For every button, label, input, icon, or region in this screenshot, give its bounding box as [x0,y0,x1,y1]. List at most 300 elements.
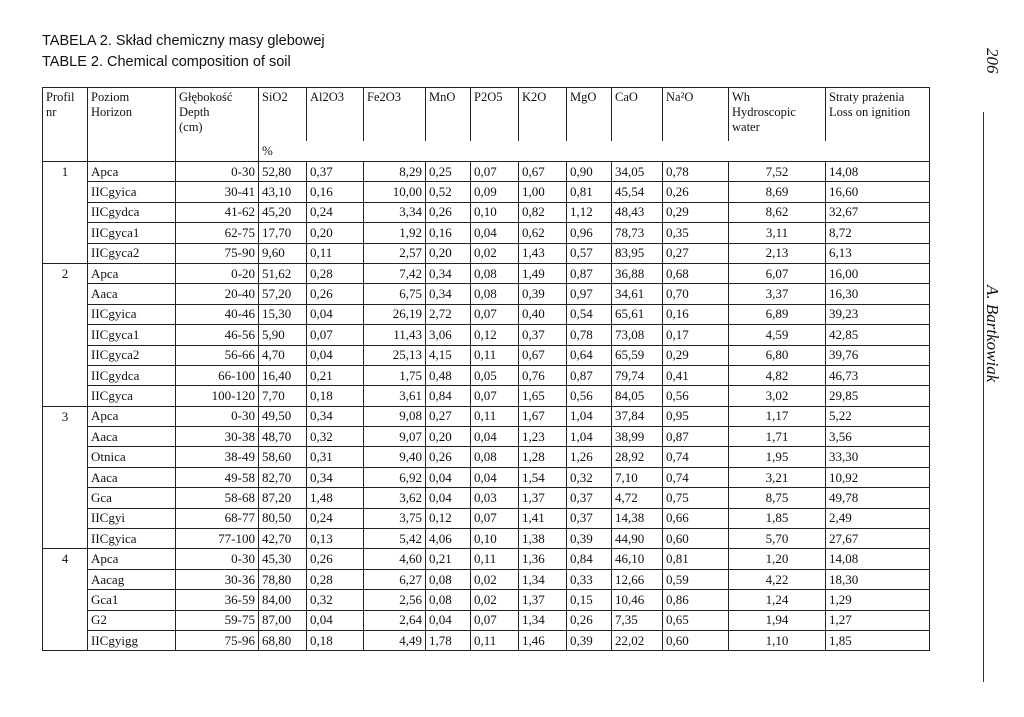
cell-wh: 1,85 [729,508,826,528]
cell-loss: 46,73 [826,365,930,385]
cell-sio2: 58,60 [259,447,307,467]
cell-loss: 8,72 [826,223,930,243]
cell-al2o3: 0,31 [307,447,364,467]
cell-mno: 1,78 [426,630,471,650]
cell-mno: 0,04 [426,610,471,630]
cell-fe2o3: 3,61 [364,386,426,406]
table-row [43,467,930,487]
cell-na2o: 0,81 [663,549,729,569]
profile-number: 4 [43,549,88,651]
col-wh: Wh Hydroscopic water [729,88,826,142]
cell-mno: 0,20 [426,243,471,263]
cell-wh: 4,82 [729,365,826,385]
cell-k2o: 1,34 [519,569,567,589]
col-profil: Profil nr [43,88,88,142]
cell-na2o: 0,70 [663,284,729,304]
cell-k2o: 1,37 [519,488,567,508]
cell-mno: 0,04 [426,488,471,508]
col-k2o: K2O [519,88,567,142]
cell-loss: 14,08 [826,162,930,182]
cell-al2o3: 0,28 [307,569,364,589]
cell-k2o: 0,40 [519,304,567,324]
cell-horizon: IICgydca [88,202,176,222]
table-row [43,365,930,385]
cell-cao: 12,66 [612,569,663,589]
cell-horizon: IICgydca [88,365,176,385]
cell-na2o: 0,68 [663,263,729,283]
cell-mno: 0,52 [426,182,471,202]
cell-mno: 0,16 [426,223,471,243]
cell-mgo: 0,56 [567,386,612,406]
cell-horizon: Aaca [88,467,176,487]
cell-cao: 7,35 [612,610,663,630]
cell-na2o: 0,27 [663,243,729,263]
cell-cao: 65,61 [612,304,663,324]
cell-p2o5: 0,11 [471,630,519,650]
cell-loss: 2,49 [826,508,930,528]
cell-sio2: 17,70 [259,223,307,243]
col-fe2o3: Fe2O3 [364,88,426,142]
cell-horizon: Aacag [88,569,176,589]
cell-sio2: 43,10 [259,182,307,202]
cell-loss: 32,67 [826,202,930,222]
cell-k2o: 1,34 [519,610,567,630]
cell-mno: 0,21 [426,549,471,569]
cell-depth: 38-49 [176,447,259,467]
cell-horizon: G2 [88,610,176,630]
cell-wh: 8,62 [729,202,826,222]
cell-mno: 0,84 [426,386,471,406]
cell-fe2o3: 1,75 [364,365,426,385]
cell-al2o3: 0,16 [307,182,364,202]
cell-mno: 0,27 [426,406,471,426]
cell-al2o3: 0,32 [307,427,364,447]
cell-depth: 68-77 [176,508,259,528]
cell-k2o: 1,67 [519,406,567,426]
cell-wh: 1,95 [729,447,826,467]
cell-mno: 3,06 [426,325,471,345]
cell-cao: 84,05 [612,386,663,406]
cell-wh: 1,24 [729,590,826,610]
table-row [43,243,930,263]
cell-horizon: IICgyca2 [88,243,176,263]
cell-k2o: 1,37 [519,590,567,610]
table-row [43,590,930,610]
cell-wh: 4,22 [729,569,826,589]
cell-mno: 0,25 [426,162,471,182]
col-horizon: Poziom Horizon [88,88,176,142]
cell-sio2: 87,00 [259,610,307,630]
col-sio2: SiO2 [259,88,307,142]
cell-mgo: 0,81 [567,182,612,202]
cell-mno: 0,12 [426,508,471,528]
profile-number: 1 [43,162,88,264]
cell-mgo: 0,78 [567,325,612,345]
cell-wh: 7,52 [729,162,826,182]
cell-mno: 0,20 [426,427,471,447]
cell-wh: 3,21 [729,467,826,487]
cell-p2o5: 0,02 [471,569,519,589]
cell-depth: 46-56 [176,325,259,345]
cell-loss: 3,56 [826,427,930,447]
cell-horizon: IICgyca [88,386,176,406]
cell-k2o: 0,82 [519,202,567,222]
profile-number: 3 [43,406,88,549]
cell-mno: 0,48 [426,365,471,385]
cell-fe2o3: 11,43 [364,325,426,345]
cell-na2o: 0,87 [663,427,729,447]
cell-wh: 1,20 [729,549,826,569]
cell-mgo: 0,54 [567,304,612,324]
cell-cao: 78,73 [612,223,663,243]
cell-loss: 16,60 [826,182,930,202]
cell-al2o3: 0,04 [307,610,364,630]
cell-fe2o3: 6,92 [364,467,426,487]
cell-al2o3: 0,24 [307,202,364,222]
table-row [43,447,930,467]
cell-k2o: 0,67 [519,345,567,365]
cell-al2o3: 0,11 [307,243,364,263]
cell-sio2: 80,50 [259,508,307,528]
table-row [43,223,930,243]
cell-horizon: IICgyca1 [88,325,176,345]
cell-cao: 28,92 [612,447,663,467]
cell-mgo: 1,04 [567,406,612,426]
cell-mgo: 1,04 [567,427,612,447]
cell-mno: 0,34 [426,284,471,304]
cell-sio2: 51,62 [259,263,307,283]
cell-mno: 4,15 [426,345,471,365]
table-row [43,630,930,650]
cell-wh: 6,07 [729,263,826,283]
cell-mno: 0,08 [426,569,471,589]
cell-sio2: 42,70 [259,529,307,549]
table-row [43,529,930,549]
cell-depth: 66-100 [176,365,259,385]
cell-depth: 62-75 [176,223,259,243]
cell-cao: 10,46 [612,590,663,610]
cell-mgo: 0,97 [567,284,612,304]
cell-depth: 36-59 [176,590,259,610]
cell-mgo: 0,84 [567,549,612,569]
cell-loss: 16,00 [826,263,930,283]
header-row [43,88,930,142]
cell-fe2o3: 2,57 [364,243,426,263]
cell-cao: 65,59 [612,345,663,365]
cell-sio2: 4,70 [259,345,307,365]
cell-wh: 3,11 [729,223,826,243]
cell-k2o: 1,00 [519,182,567,202]
cell-depth: 20-40 [176,284,259,304]
cell-na2o: 0,95 [663,406,729,426]
cell-sio2: 49,50 [259,406,307,426]
table-row [43,182,930,202]
cell-depth: 49-58 [176,467,259,487]
cell-fe2o3: 3,34 [364,202,426,222]
title-polish: TABELA 2. Skład chemiczny masy glebowej [42,33,325,49]
cell-mgo: 0,96 [567,223,612,243]
cell-cao: 46,10 [612,549,663,569]
cell-fe2o3: 9,40 [364,447,426,467]
col-p2o5: P2O5 [471,88,519,142]
cell-cao: 38,99 [612,427,663,447]
cell-p2o5: 0,07 [471,386,519,406]
cell-loss: 29,85 [826,386,930,406]
cell-mgo: 0,32 [567,467,612,487]
col-cao: CaO [612,88,663,142]
cell-fe2o3: 2,56 [364,590,426,610]
cell-mno: 0,26 [426,202,471,222]
cell-horizon: Otnica [88,447,176,467]
cell-na2o: 0,78 [663,162,729,182]
table-row [43,610,930,630]
cell-sio2: 82,70 [259,467,307,487]
cell-loss: 5,22 [826,406,930,426]
cell-cao: 14,38 [612,508,663,528]
cell-wh: 2,13 [729,243,826,263]
cell-sio2: 84,00 [259,590,307,610]
cell-mgo: 1,12 [567,202,612,222]
cell-mgo: 0,87 [567,365,612,385]
cell-sio2: 45,20 [259,202,307,222]
cell-cao: 34,05 [612,162,663,182]
cell-sio2: 16,40 [259,365,307,385]
margin-rule [983,112,984,682]
cell-horizon: IICgyica [88,304,176,324]
cell-k2o: 1,46 [519,630,567,650]
cell-sio2: 87,20 [259,488,307,508]
table-row [43,263,930,283]
cell-fe2o3: 8,29 [364,162,426,182]
cell-wh: 8,69 [729,182,826,202]
cell-cao: 44,90 [612,529,663,549]
cell-mno: 0,34 [426,263,471,283]
table-row [43,325,930,345]
cell-na2o: 0,60 [663,630,729,650]
cell-depth: 0-30 [176,162,259,182]
cell-mgo: 1,26 [567,447,612,467]
cell-depth: 40-46 [176,304,259,324]
cell-mno: 0,04 [426,467,471,487]
cell-k2o: 0,37 [519,325,567,345]
cell-na2o: 0,29 [663,345,729,365]
cell-fe2o3: 7,42 [364,263,426,283]
cell-wh: 6,80 [729,345,826,365]
cell-mno: 4,06 [426,529,471,549]
cell-na2o: 0,17 [663,325,729,345]
table-body [43,162,930,651]
cell-sio2: 68,80 [259,630,307,650]
cell-depth: 30-38 [176,427,259,447]
cell-na2o: 0,26 [663,182,729,202]
cell-horizon: Apca [88,406,176,426]
title-english: TABLE 2. Chemical composition of soil [42,54,291,70]
cell-fe2o3: 5,42 [364,529,426,549]
cell-al2o3: 0,13 [307,529,364,549]
cell-loss: 1,85 [826,630,930,650]
cell-depth: 75-96 [176,630,259,650]
cell-loss: 18,30 [826,569,930,589]
cell-wh: 1,10 [729,630,826,650]
cell-depth: 75-90 [176,243,259,263]
cell-sio2: 9,60 [259,243,307,263]
cell-loss: 10,92 [826,467,930,487]
col-na2o: Na²O [663,88,729,142]
cell-al2o3: 0,32 [307,590,364,610]
cell-na2o: 0,16 [663,304,729,324]
cell-p2o5: 0,11 [471,345,519,365]
cell-cao: 79,74 [612,365,663,385]
cell-wh: 1,17 [729,406,826,426]
cell-p2o5: 0,08 [471,284,519,304]
cell-mgo: 0,37 [567,488,612,508]
table-row [43,304,930,324]
cell-al2o3: 0,34 [307,406,364,426]
cell-sio2: 45,30 [259,549,307,569]
cell-mgo: 0,90 [567,162,612,182]
cell-cao: 34,61 [612,284,663,304]
cell-k2o: 0,39 [519,284,567,304]
cell-depth: 0-20 [176,263,259,283]
cell-fe2o3: 9,07 [364,427,426,447]
cell-cao: 37,84 [612,406,663,426]
cell-fe2o3: 26,19 [364,304,426,324]
cell-al2o3: 0,24 [307,508,364,528]
cell-horizon: Gca [88,488,176,508]
percent-unit: % [259,141,930,162]
cell-na2o: 0,86 [663,590,729,610]
table-row [43,406,930,426]
cell-loss: 39,23 [826,304,930,324]
cell-p2o5: 0,11 [471,549,519,569]
cell-na2o: 0,59 [663,569,729,589]
cell-na2o: 0,29 [663,202,729,222]
cell-sio2: 15,30 [259,304,307,324]
cell-loss: 42,85 [826,325,930,345]
col-mno: MnO [426,88,471,142]
cell-k2o: 0,76 [519,365,567,385]
cell-sio2: 57,20 [259,284,307,304]
cell-k2o: 1,28 [519,447,567,467]
cell-cao: 45,54 [612,182,663,202]
cell-p2o5: 0,12 [471,325,519,345]
cell-wh: 1,94 [729,610,826,630]
cell-fe2o3: 3,62 [364,488,426,508]
cell-mno: 2,72 [426,304,471,324]
cell-k2o: 1,41 [519,508,567,528]
cell-horizon: IICgyca1 [88,223,176,243]
cell-fe2o3: 4,60 [364,549,426,569]
table-row [43,284,930,304]
cell-sio2: 7,70 [259,386,307,406]
cell-loss: 1,29 [826,590,930,610]
cell-na2o: 0,35 [663,223,729,243]
cell-loss: 33,30 [826,447,930,467]
cell-na2o: 0,66 [663,508,729,528]
cell-p2o5: 0,09 [471,182,519,202]
cell-wh: 8,75 [729,488,826,508]
cell-depth: 59-75 [176,610,259,630]
cell-sio2: 52,80 [259,162,307,182]
cell-al2o3: 1,48 [307,488,364,508]
cell-al2o3: 0,20 [307,223,364,243]
cell-loss: 1,27 [826,610,930,630]
cell-mgo: 0,39 [567,529,612,549]
cell-horizon: Apca [88,162,176,182]
table-row [43,345,930,365]
cell-depth: 41-62 [176,202,259,222]
cell-fe2o3: 4,49 [364,630,426,650]
cell-p2o5: 0,02 [471,243,519,263]
cell-cao: 73,08 [612,325,663,345]
cell-al2o3: 0,37 [307,162,364,182]
cell-mgo: 0,57 [567,243,612,263]
cell-na2o: 0,56 [663,386,729,406]
col-al2o3: Al2O3 [307,88,364,142]
cell-cao: 36,88 [612,263,663,283]
cell-wh: 5,70 [729,529,826,549]
cell-depth: 58-68 [176,488,259,508]
cell-cao: 4,72 [612,488,663,508]
cell-al2o3: 0,18 [307,386,364,406]
cell-k2o: 1,65 [519,386,567,406]
cell-wh: 6,89 [729,304,826,324]
cell-loss: 16,30 [826,284,930,304]
cell-mgo: 0,64 [567,345,612,365]
cell-horizon: Gca1 [88,590,176,610]
cell-depth: 56-66 [176,345,259,365]
table-row [43,427,930,447]
cell-fe2o3: 2,64 [364,610,426,630]
col-loss: Straty prażenia Loss on ignition [826,88,930,142]
cell-cao: 7,10 [612,467,663,487]
cell-depth: 77-100 [176,529,259,549]
table-row [43,488,930,508]
cell-wh: 3,37 [729,284,826,304]
cell-wh: 3,02 [729,386,826,406]
cell-fe2o3: 3,75 [364,508,426,528]
cell-cao: 48,43 [612,202,663,222]
cell-mgo: 0,87 [567,263,612,283]
cell-al2o3: 0,28 [307,263,364,283]
cell-p2o5: 0,02 [471,590,519,610]
page-number: 206 [983,48,1002,74]
cell-p2o5: 0,08 [471,447,519,467]
cell-k2o: 1,23 [519,427,567,447]
cell-horizon: IICgyca2 [88,345,176,365]
cell-p2o5: 0,08 [471,263,519,283]
cell-p2o5: 0,11 [471,406,519,426]
chemical-composition-table [42,87,930,651]
cell-p2o5: 0,10 [471,202,519,222]
profile-number: 2 [43,263,88,406]
cell-p2o5: 0,04 [471,223,519,243]
cell-fe2o3: 9,08 [364,406,426,426]
cell-horizon: IICgyica [88,182,176,202]
table-row [43,386,930,406]
cell-fe2o3: 10,00 [364,182,426,202]
col-depth: Głębokość Depth (cm) [176,88,259,142]
cell-fe2o3: 25,13 [364,345,426,365]
cell-horizon: Apca [88,549,176,569]
cell-al2o3: 0,18 [307,630,364,650]
cell-sio2: 78,80 [259,569,307,589]
table-caption [42,31,325,73]
cell-p2o5: 0,07 [471,162,519,182]
cell-mno: 0,26 [426,447,471,467]
cell-mgo: 0,37 [567,508,612,528]
cell-al2o3: 0,34 [307,467,364,487]
